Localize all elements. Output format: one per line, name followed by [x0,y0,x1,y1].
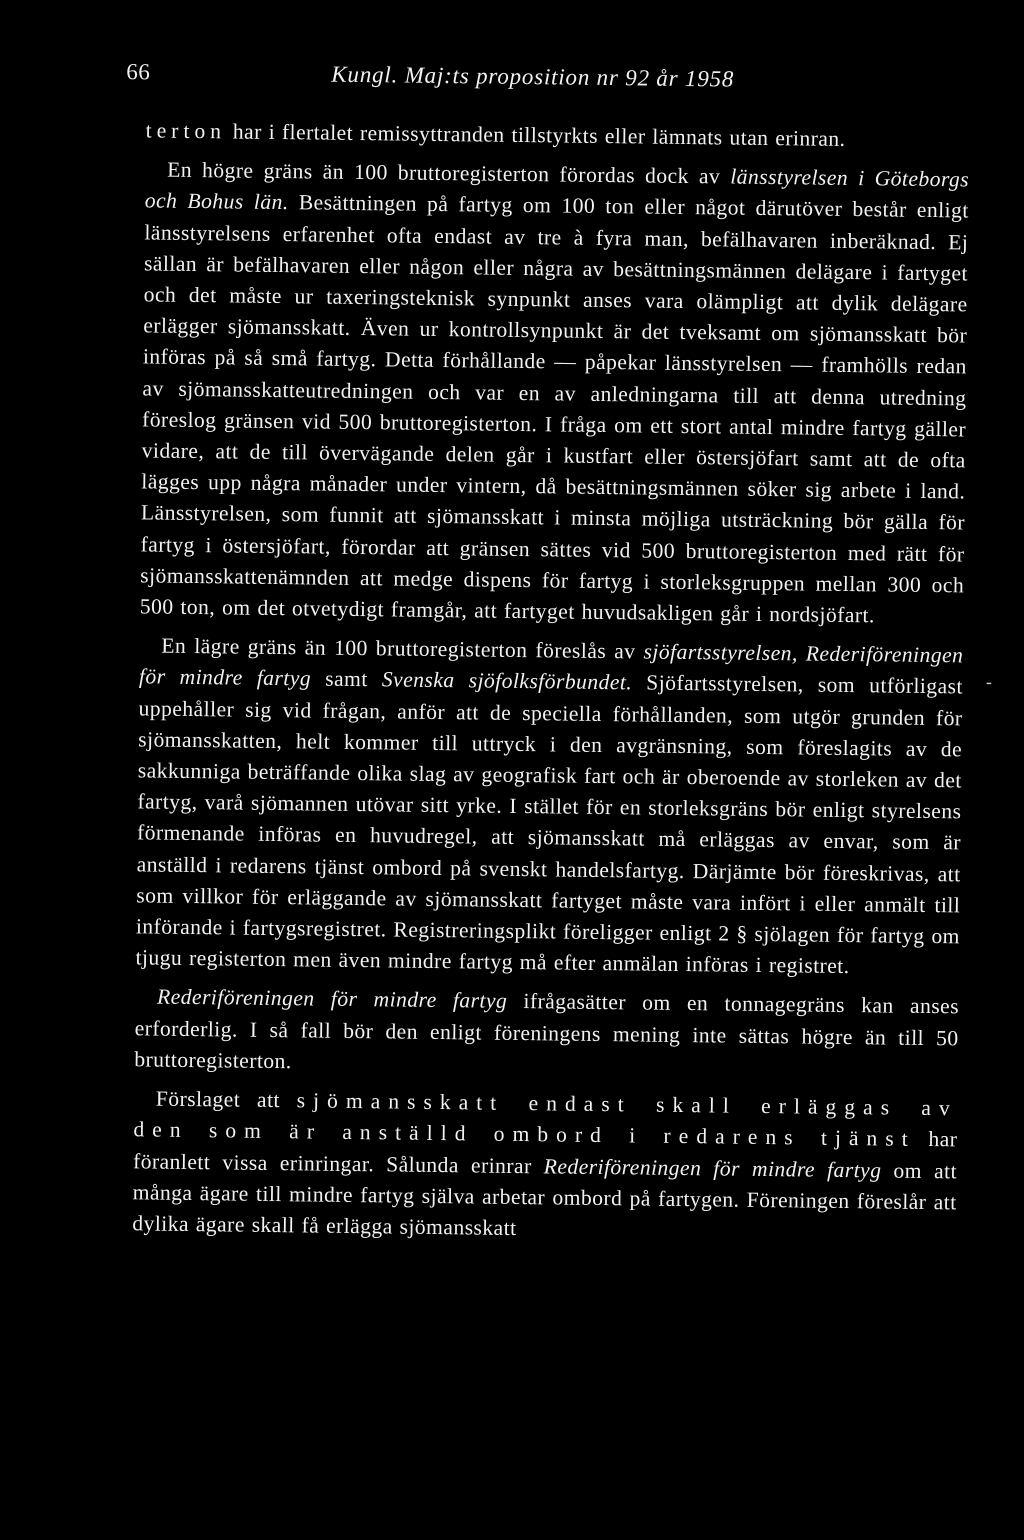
paragraph-text: ifrågasätter om en tonnagegräns kan anses erforderlig. I så fall bör den enligt föreningens mening inte sättas högre än till 50 bruttoregisterton. [134,989,960,1074]
paragraph-4 [134,982,959,1086]
paragraph-5 [132,1083,958,1249]
paragraph-text: Sjöfartsstyrelsen, som utförligast uppehåller sig vid frågan, anför att de speciella förhållanden, som utgör grunden för sjömansskatten, helt kommer till uttryck i den avgränsning, som föreslagits av de sakkunniga beträffande olika slag av geografisk fart och är oberoende av storleken av det fartyg, varå sjömannen utövar sitt yrke. I stället för en storleksgräns bör enligt styrelsens förmenande införas en huvudregel, att sjömansskatt må erläggas av envar, som är anställd i redarens tjänst ombord på svenskt handelsfartyg. Därjämte bör föreskrivas, att som villkor för erläggande av sjömansskatt fartyget måste vara infört i eller anmält till införande i fartygsregistret. Registreringsplikt föreligger enligt 2 § sjölagen för fartyg om tjugu registerton men även mindre fartyg må efter anmälan införas i registret. [135,670,964,979]
italic-text: sjöfartsstyrelsen, Rederiföreningen för mindre fartyg [138,639,964,691]
spaced-text: sjömansskatt endast skall erläggas av den som är anställd ombord i redarens tjänst [133,1088,958,1152]
italic-text: Svenska sjöfolksförbundet. [381,667,633,695]
paragraph-1 [145,115,969,156]
paragraph-3 [135,631,963,984]
spaced-text: terton [145,118,227,144]
paragraph-text: om att många ägare till mindre fartyg själva arbetar ombord på fartygen. Föreningen föreslår att dylika ägare skall få erlägga sjömansskatt [132,1157,958,1240]
paragraph-text: har föranlett vissa erinringar. Sålunda erinrar [132,1127,958,1178]
italic-text: länsstyrelsen i Göteborgs och Bohus län. [144,164,970,215]
running-title: Kungl. Maj:ts proposition nr 92 år 1958 [331,61,735,92]
italic-text: Rederiföreningen för mindre fartyg [156,985,508,1014]
paragraph-text: En lägre gräns än 100 bruttoregisterton föreslås av [161,633,644,664]
page-number: 66 [126,59,151,85]
paragraph-2 [140,155,970,633]
paragraph-text: En högre gräns än 100 bruttoregisterton förordas dock av [167,157,731,189]
paragraph-text: Förslaget att [155,1086,297,1113]
italic-text: Rederiföreningen för mindre fartyg [543,1153,882,1182]
margin-mark: - [985,671,993,692]
body-text [132,115,970,1257]
paragraph-text: Besättningen på fartyg om 100 ton eller något därutöver består enligt länsstyrelsens erfarenhet ofta endast av tre à fyra man, befälhavaren inberäknad. Ej sällan är befälhavaren eller någon eller några av besättningsmännen delägare i fartyget och det måste ur taxeringsteknisk synpunkt anses vara olämpligt att dylik delägare erlägger sjömansskatt. Även ur kontrollsynpunkt är det tveksamt om sjömansskatt bör införas på så små fartyg. Detta förhållande — påpekar länsstyrelsen — framhölls redan av sjömansskatteutredningen och var en av anledningarna till att denna utredning föreslog gränsen vid 500 bruttoregisterton. I fråga om ett stort antal mindre fartyg gäller vidare, att de till övervägande delen går i kustfart eller östersjöfart samt att de ofta lägges upp några månader under vintern, då besättningsmännen söker sig arbete i land. Länsstyrelsen, som funnit att sjömansskatt i minsta möjliga utsträckning bör gälla för fartyg i östersjöfart, förordar att gränsen sättes vid 500 bruttoregisterton med rätt för sjömansskattenämnden att medge dispens för fartyg i storleksgruppen mellan 300 och 500 ton, om det otvetydigt framgår, att fartyget huvudsakligen går i nordsjöfart. [139,190,969,628]
paragraph-text: har i flertalet remissyttranden tillstyrkts eller lämnats utan erinran. [225,119,846,151]
page-header [126,59,986,110]
paragraph-text: samt [310,666,383,692]
